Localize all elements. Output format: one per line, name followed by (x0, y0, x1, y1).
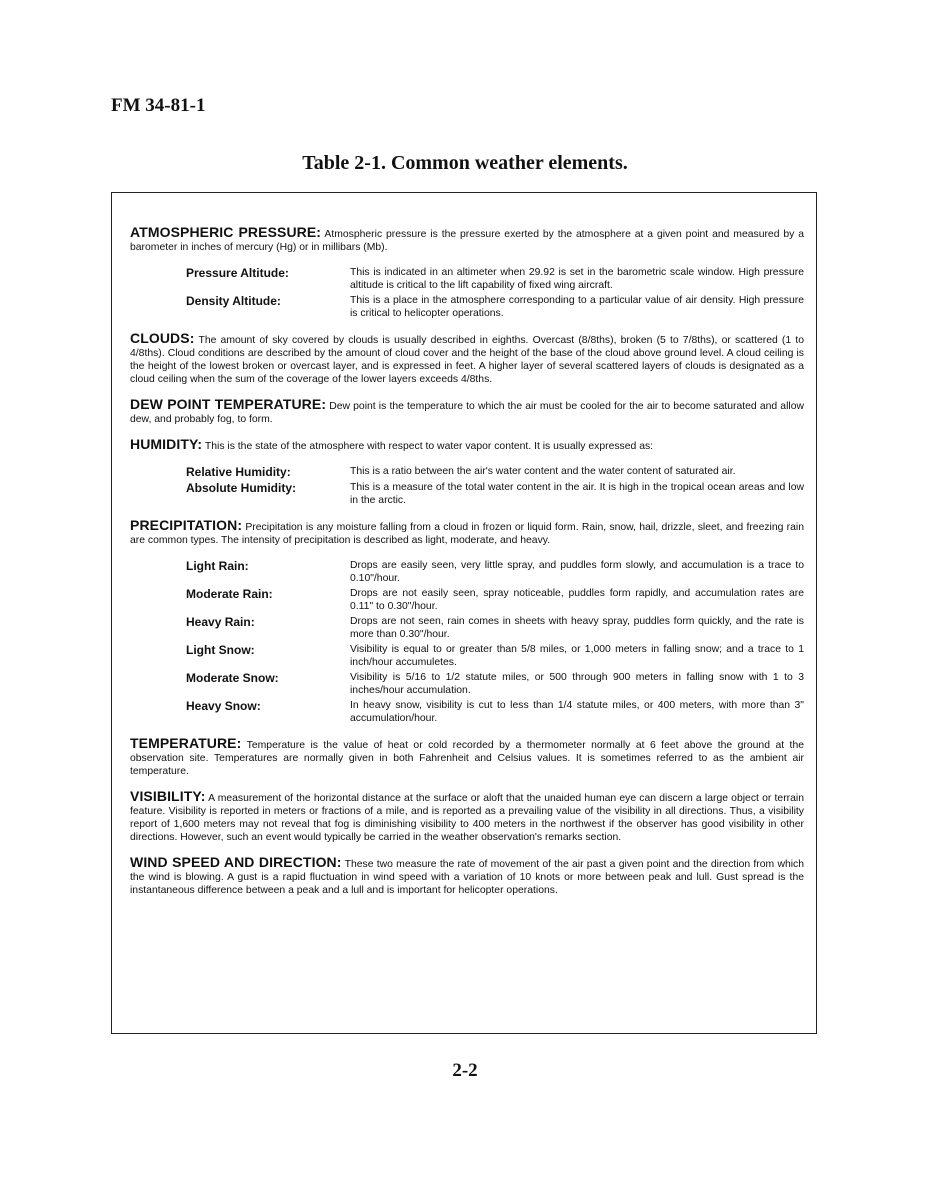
section-term: HUMIDITY: (130, 436, 203, 452)
definition-row (130, 294, 804, 320)
document-header: FM 34-81-1 (111, 95, 206, 116)
definition-text: This is indicated in an altimeter when 29.92 is set in the barometric scale window. High pressure altitude is critical to the lift capability of fixed wing aircraft. (350, 267, 804, 291)
visibility-section (130, 790, 804, 844)
definition-text: This is a place in the atmosphere corresponding to a particular value of air density. High pressure is critical to helicopter operations. (350, 295, 804, 319)
section-text: A measurement of the horizontal distance at the surface or aloft that the unaided human eye can discern a large object or terrain feature. Visibility is reported in meters or fractions of a mile, and is reported as a prevailing value of the visibility in all directions. Thus, a visibility report of 1,600 meters may not reveal that fog is diminishing visibility to 400 meters in the northwest if the observer has good visibility in other directions. However, such an event would typically be carried in the weather observation's remarks section. (130, 793, 804, 843)
definition-term: Pressure Altitude: (186, 266, 289, 280)
section-text: Dew point is the temperature to which the air must be cooled for the air to become saturated and allow dew, and probably fog, to form. (130, 401, 804, 425)
temperature-paragraph (130, 737, 804, 778)
definition-term: Density Altitude: (186, 294, 281, 308)
section-term: PRECIPITATION: (130, 517, 243, 533)
section-term: WIND SPEED AND DIRECTION: (130, 854, 342, 870)
section-text: These two measure the rate of movement of the air past a given point and the direction from which the wind is blowing. A gust is a rapid fluctuation in wind speed with a variation of 10 knots or more between peak and lull. Gust spread is the instantaneous difference between a peak and a lull and is important for helicopter operations. (130, 859, 805, 896)
atmospheric-pressure-section (130, 226, 804, 320)
precipitation-paragraph (130, 519, 804, 547)
precipitation-section (130, 519, 804, 725)
humidity-paragraph (130, 438, 804, 453)
definition-row (130, 615, 804, 641)
definition-text: This is a measure of the total water content in the air. It is high in the tropical ocean areas and low in the arctic. (350, 482, 804, 506)
page-number: 2-2 (452, 1060, 478, 1081)
definition-term: Relative Humidity: (186, 465, 291, 479)
definition-text: Drops are not seen, rain comes in sheets with heavy spray, puddles form quickly, and the rate is more than 0.30"/hour. (350, 616, 804, 640)
visibility-paragraph (130, 790, 804, 844)
section-text: Precipitation is any moisture falling from a cloud in frozen or liquid form. Rain, snow, hail, drizzle, sleet, and freezing rain are common types. The intensity of precipitation is described as light, moderate, and heavy. (130, 522, 805, 546)
definition-row (130, 465, 804, 479)
table-caption: Table 2-1. Common weather elements. (302, 152, 628, 174)
section-text: This is the state of the atmosphere with respect to water vapor content. It is usually expressed as: (204, 441, 654, 452)
definition-term: Light Snow: (186, 643, 255, 657)
section-text: Atmospheric pressure is the pressure exerted by the atmosphere at a given point and measured by a barometer in inches of mercury (Hg) or in millibars (Mb). (130, 229, 804, 253)
definition-term: Moderate Rain: (186, 587, 273, 601)
definition-row (130, 699, 804, 725)
wind-paragraph (130, 856, 804, 897)
definition-text: Drops are easily seen, very little spray, and puddles form slowly, and accumulation is a trace to 0.10"/hour. (350, 560, 804, 584)
definition-row (130, 671, 804, 697)
humidity-section (130, 438, 804, 507)
definition-row (130, 559, 804, 585)
section-term: ATMOSPHERIC PRESSURE: (130, 224, 322, 240)
definition-term: Absolute Humidity: (186, 481, 296, 495)
dew-point-paragraph (130, 398, 804, 426)
section-term: TEMPERATURE: (130, 735, 242, 751)
section-term: DEW POINT TEMPERATURE: (130, 396, 327, 412)
definition-row (130, 643, 804, 669)
section-term: VISIBILITY: (130, 788, 206, 804)
definition-term: Moderate Snow: (186, 671, 279, 685)
section-text: Temperature is the value of heat or cold recorded by a thermometer normally at 6 feet above the ground at the observation site. Temperatures are normally given in both Fahrenheit and Celsius values. It is sometimes referred to as the ambient air temperature. (130, 740, 805, 777)
definition-text: Visibility is equal to or greater than 5/8 miles, or 1,000 meters in falling snow; and a trace to 1 inch/hour accumuletes. (350, 644, 804, 668)
atmospheric-pressure-paragraph (130, 226, 804, 254)
section-term: CLOUDS: (130, 330, 195, 346)
definition-text: In heavy snow, visibility is cut to less than 1/4 statute miles, or 400 meters, with more than 3" accumulation/hour. (350, 700, 804, 724)
definition-term: Heavy Rain: (186, 615, 255, 629)
definition-row (130, 266, 804, 292)
section-text: The amount of sky covered by clouds is usually described in eighths. Overcast (8/8ths), broken (5 to 7/8ths), or scattered (1 to 4/8ths). Cloud conditions are described by the amount of cloud cover and the height of the base of the cloud above ground level. A cloud ceiling is the height of the lowest broken or overcast layer, and is expressed in feet. A higher layer of several scattered layers of clouds is designated as a cloud ceiling when the sum of the coverage of the lower layers exceeds 4/8ths. (130, 335, 804, 385)
temperature-section (130, 737, 804, 778)
wind-section (130, 856, 804, 897)
clouds-paragraph (130, 332, 804, 386)
definition-term: Light Rain: (186, 559, 249, 573)
definition-row (130, 481, 804, 507)
definition-term: Heavy Snow: (186, 699, 261, 713)
definition-text: Drops are not easily seen, spray noticeable, puddles form rapidly, and accumulation rates are 0.11" to 0.30"/hour. (350, 588, 804, 612)
table-content (130, 226, 804, 897)
definition-text: Visibility is 5/16 to 1/2 statute miles, or 500 through 900 meters in falling snow with 1 to 3 inches/hour accumulation. (350, 672, 804, 696)
clouds-section (130, 332, 804, 386)
definition-text: This is a ratio between the air's water content and the water content of saturated air. (350, 466, 736, 477)
definition-row (130, 587, 804, 613)
dew-point-section (130, 398, 804, 426)
